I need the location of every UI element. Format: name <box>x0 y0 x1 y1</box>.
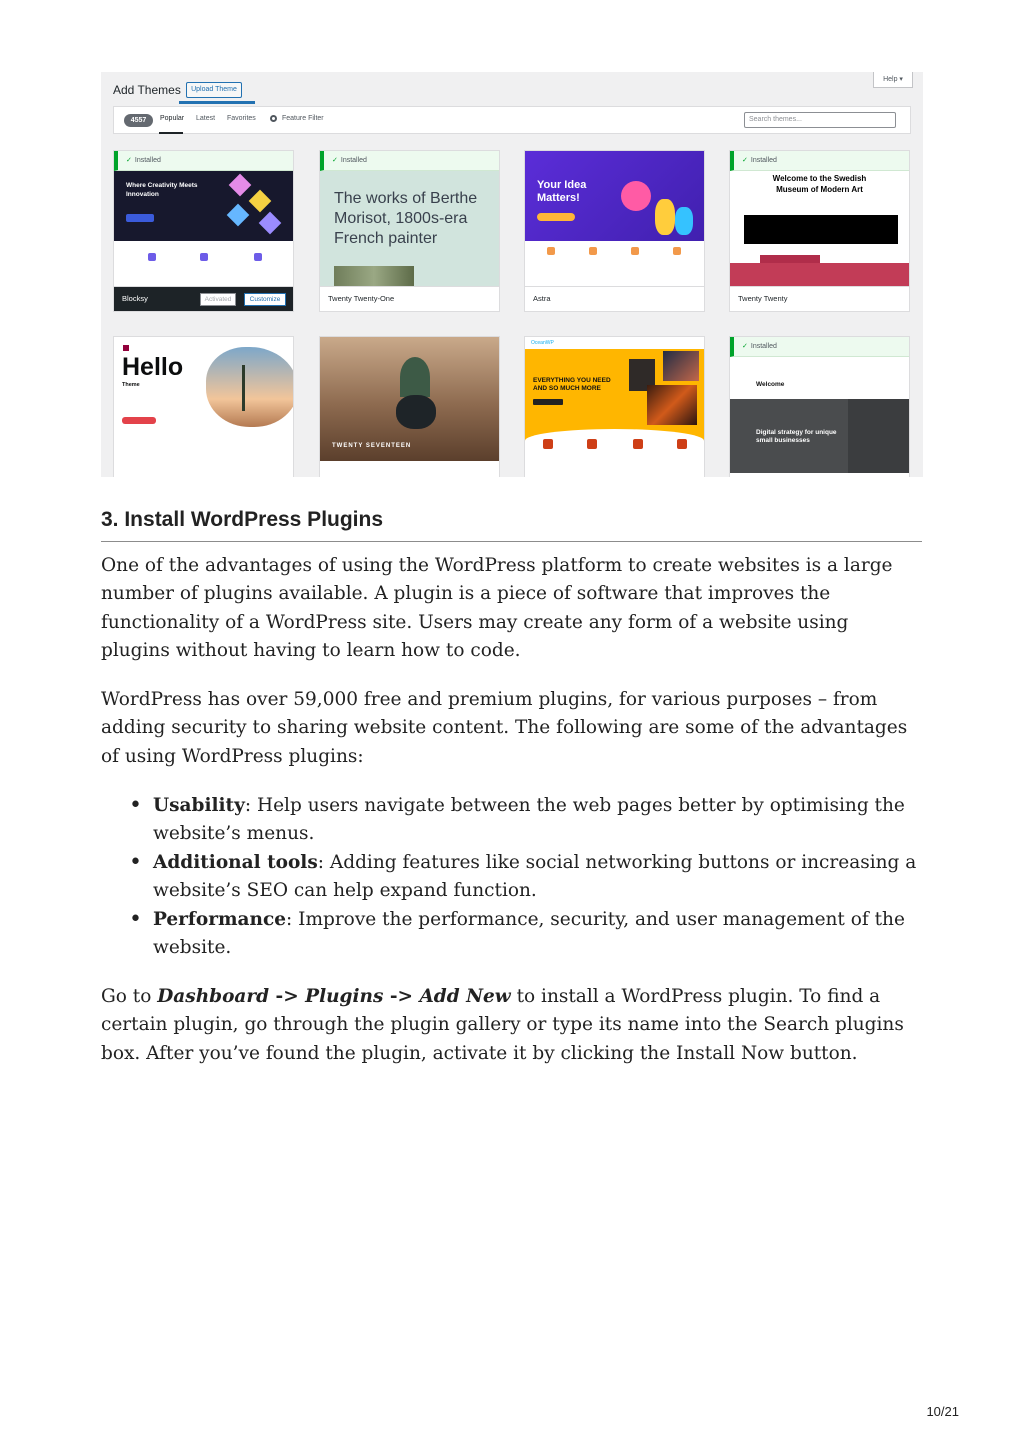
theme-headline: Hello <box>122 353 184 381</box>
help-button[interactable]: Help ▾ <box>873 72 913 88</box>
theme-footer <box>114 286 293 311</box>
theme-card-oceanwp[interactable] <box>524 336 705 477</box>
advantages-list <box>101 792 923 962</box>
tab-popular-underline <box>159 132 183 134</box>
add-themes-screenshot <box>101 72 923 477</box>
theme-card-twenty-twenty[interactable] <box>729 150 910 312</box>
theme-headline: TWENTY SEVENTEEN <box>332 443 412 449</box>
check-icon: ✓ <box>742 343 748 350</box>
theme-card-digital-strategy[interactable] <box>729 336 910 477</box>
theme-preview <box>730 151 909 287</box>
theme-card-hello[interactable] <box>113 336 294 477</box>
gear-icon <box>270 115 277 122</box>
bullet-text: : Help users navigate between the web pages better by optimising the website’s menus. <box>153 795 905 845</box>
list-item <box>101 849 923 906</box>
theme-preview <box>525 337 704 473</box>
theme-headline: The works of Berthe Morisot, 1800s-era French painter <box>334 190 478 247</box>
path-plugins: Plugins <box>305 986 384 1007</box>
theme-card-twenty-seventeen[interactable] <box>319 336 500 477</box>
theme-preview <box>114 151 293 287</box>
theme-preview <box>320 151 499 287</box>
theme-headline: Where Creativity Meets Innovation <box>126 182 198 198</box>
section-heading: 3. Install WordPress Plugins <box>101 508 384 531</box>
installed-banner: ✓ Installed <box>320 151 499 171</box>
tab-latest[interactable]: Latest <box>196 115 216 122</box>
bullet-term: Usability <box>153 795 245 816</box>
bullet-text: : Improve the performance, security, and user management of the website. <box>153 908 905 959</box>
theme-name: Twenty Twenty-One <box>320 286 499 311</box>
bullet-text: : Adding features like social networking buttons or increasing a website’s SEO can help expand function. <box>153 851 917 902</box>
check-icon: ✓ <box>126 157 132 164</box>
add-themes-title: Add Themes <box>113 83 181 97</box>
theme-count-badge: 4557 <box>124 114 153 127</box>
paragraph-plugins-count: WordPress has over 59,000 free and premium plugins, for various purposes – from adding security to sharing website content. The following are some of the advantages of using WordPress plugins: <box>101 689 908 767</box>
installed-banner: ✓ Installed <box>114 151 293 171</box>
theme-card-twenty-twenty-one[interactable] <box>319 150 500 312</box>
theme-headline: Welcome <box>756 381 785 388</box>
heading-divider <box>101 541 922 542</box>
paragraph-instructions: Go to Dashboard -> Plugins -> Add New to install a WordPress plugin. To find a certain plugin, go through the plugin gallery or type its name into the Search plugins box. After you’ve found the plugin, activate it by clicking the Install Now button. <box>101 986 904 1064</box>
theme-logo-text: OceanWP <box>531 340 554 346</box>
path-dashboard: Dashboard <box>157 986 270 1007</box>
theme-headline: Welcome to the Swedish Museum of Modern Art <box>772 174 867 194</box>
check-icon: ✓ <box>332 157 338 164</box>
installed-banner: ✓ Installed <box>730 337 909 357</box>
theme-preview <box>114 337 293 473</box>
tab-feature-filter[interactable]: Feature Filter <box>282 115 324 122</box>
theme-filter-bar <box>113 106 911 134</box>
theme-subline: Digital strategy for unique small businesses <box>756 429 837 444</box>
theme-headline: Your Idea Matters! <box>537 179 587 204</box>
installed-banner: ✓ Installed <box>730 151 909 171</box>
theme-name: Blocksy <box>122 294 148 303</box>
tab-favorites[interactable]: Favorites <box>227 115 256 122</box>
search-themes-input[interactable]: Search themes... <box>744 112 896 128</box>
theme-preview <box>525 151 704 287</box>
upload-underline <box>179 101 255 104</box>
activated-button: Activated <box>200 293 236 306</box>
upload-theme-button[interactable]: Upload Theme <box>186 82 242 98</box>
list-item <box>101 792 923 849</box>
theme-name: Twenty Twenty <box>730 286 909 311</box>
paragraph-intro: One of the advantages of using the WordPress platform to create websites is a large number of plugins available. A plugin is a piece of software that improves the functionality of a WordPress site. Users may create any form of a website using plugins without having to learn how to code. <box>101 555 893 662</box>
bullet-term: Performance <box>153 908 287 930</box>
theme-preview <box>320 337 499 461</box>
list-item <box>101 906 923 963</box>
theme-card-astra[interactable] <box>524 150 705 312</box>
theme-card-blocksy[interactable] <box>113 150 294 312</box>
theme-subline: Theme <box>122 382 140 388</box>
theme-name: Astra <box>525 286 704 311</box>
bullet-term: Additional tools <box>153 851 318 873</box>
path-add-new: Add New <box>419 986 511 1007</box>
page-number: 10/21 <box>926 1404 959 1419</box>
theme-headline: EVERYTHING YOU NEED AND SO MUCH MORE <box>533 377 611 392</box>
check-icon: ✓ <box>742 157 748 164</box>
theme-preview <box>730 337 909 473</box>
tab-popular[interactable]: Popular <box>160 115 185 122</box>
customize-button[interactable]: Customize <box>244 293 286 306</box>
